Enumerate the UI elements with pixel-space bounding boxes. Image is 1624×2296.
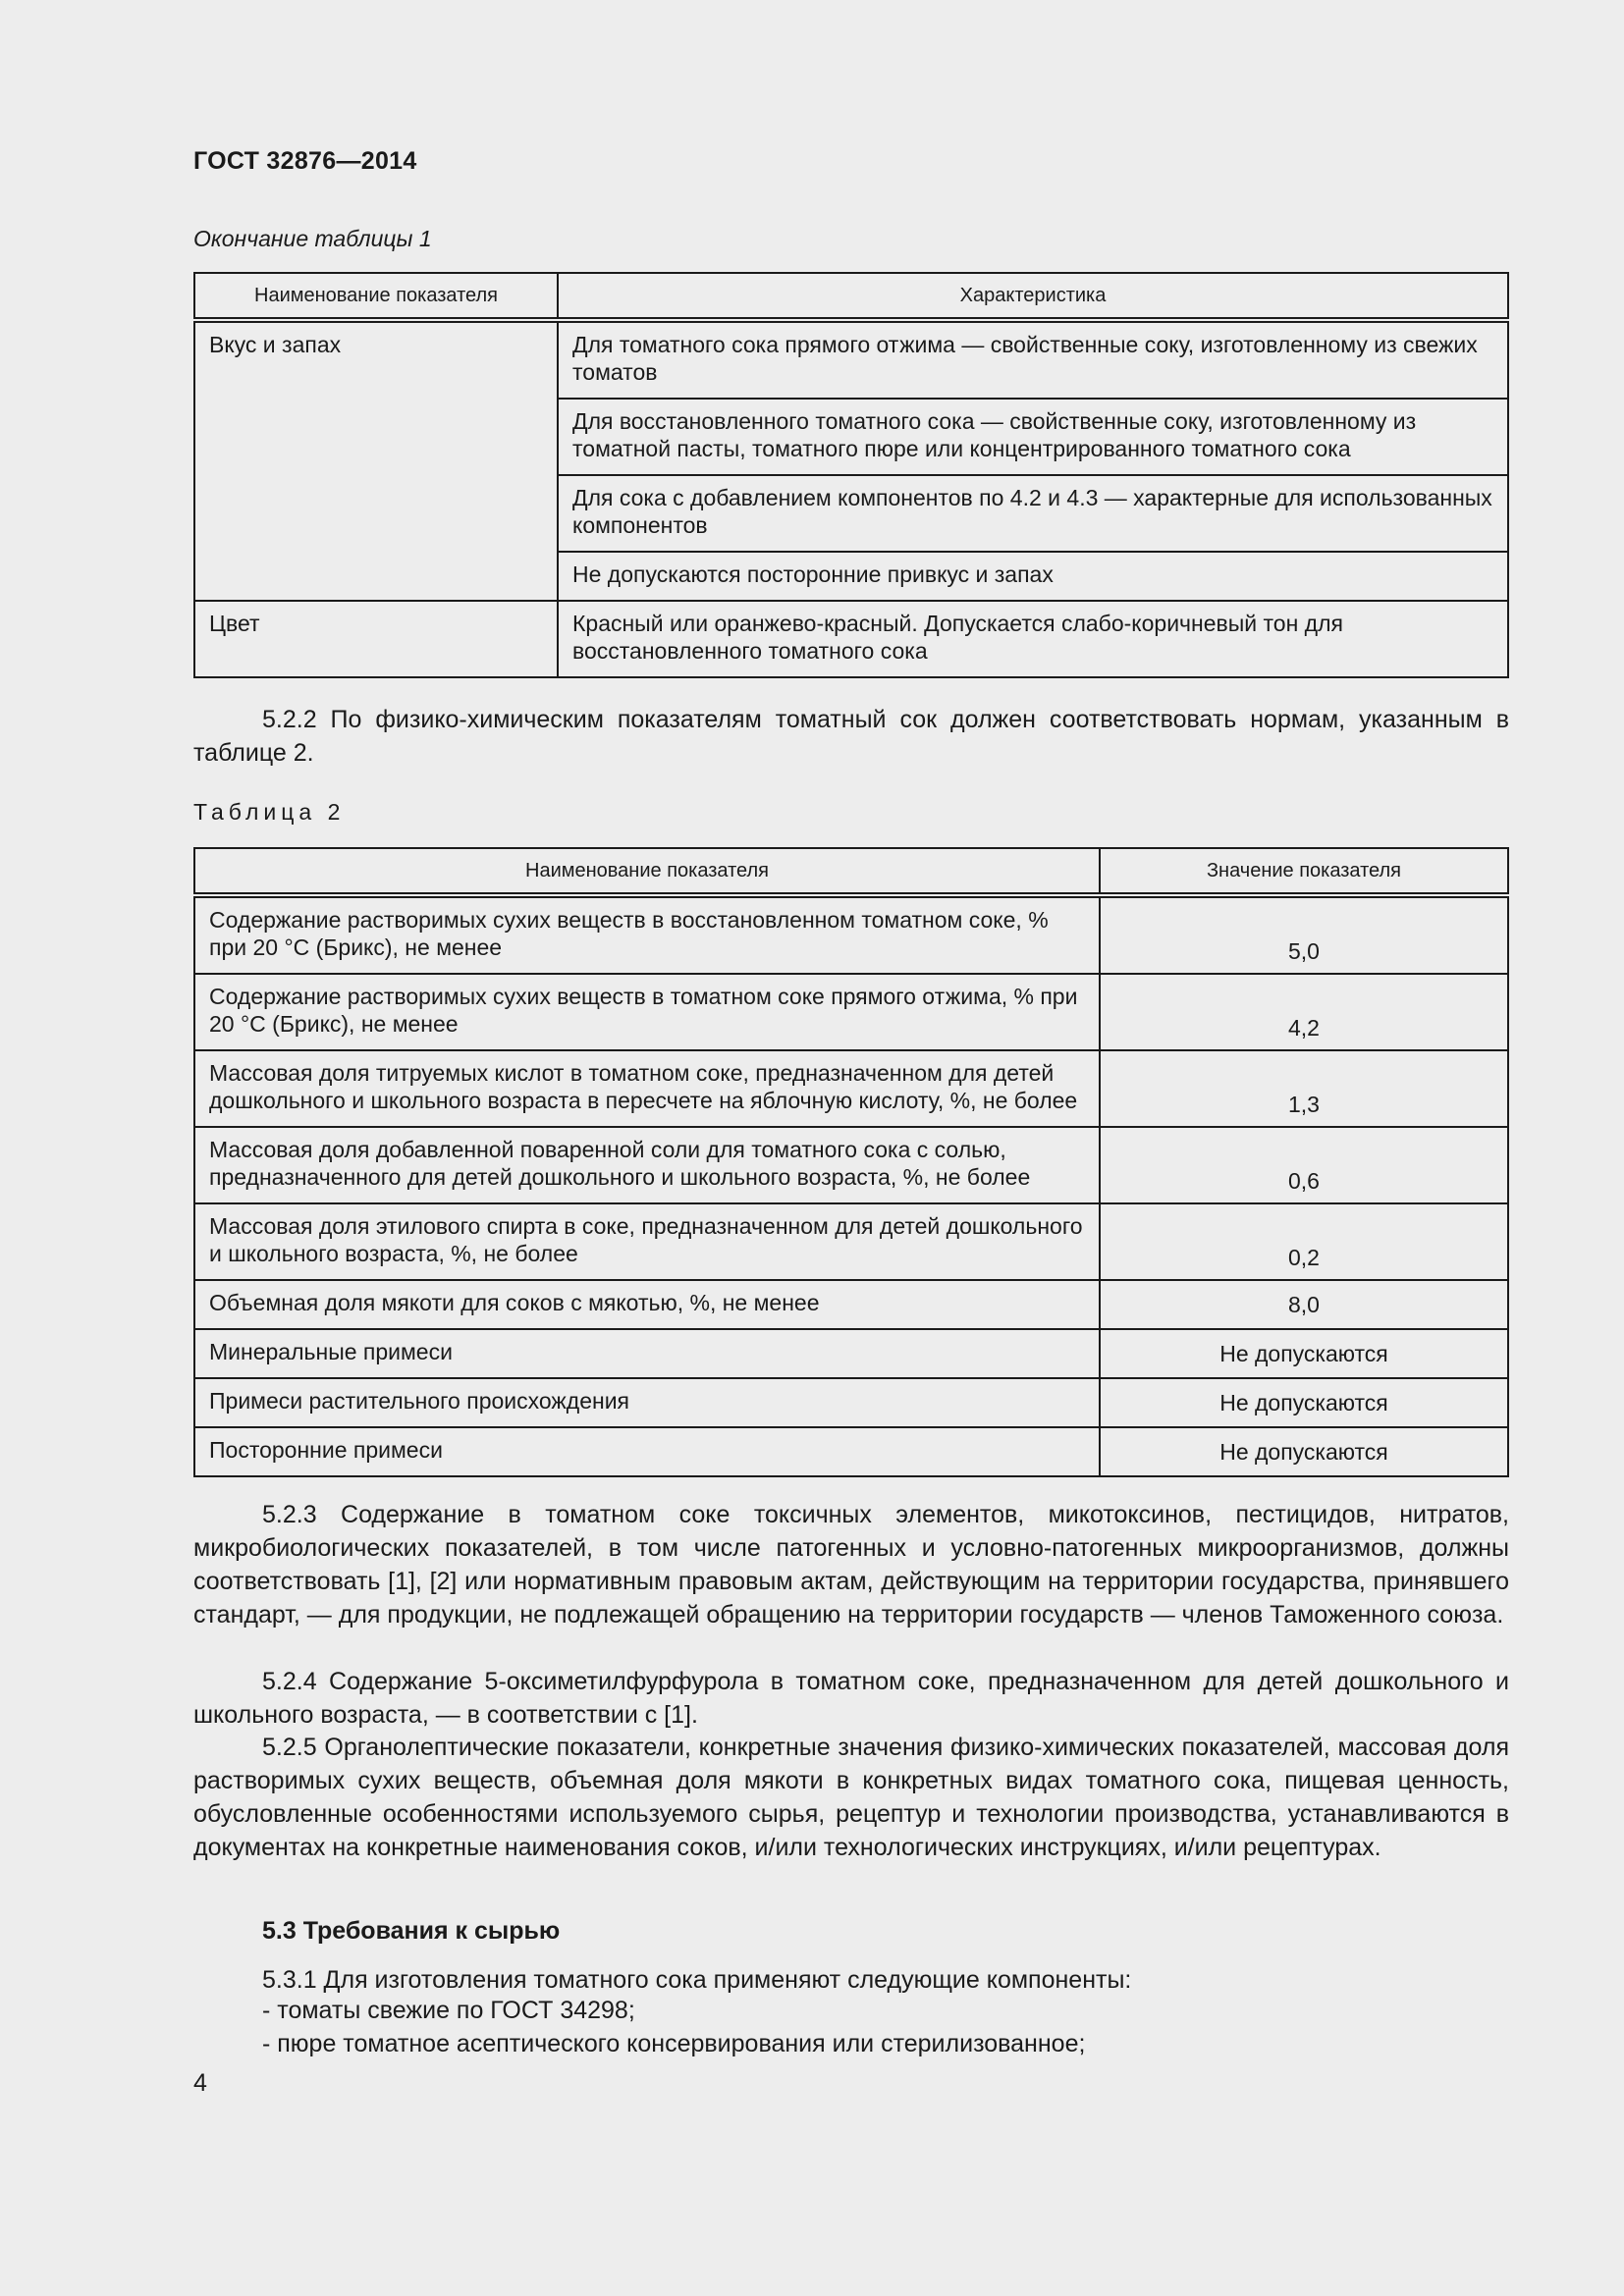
document-title: ГОСТ 32876—2014: [193, 147, 417, 175]
table-1: [193, 272, 1509, 678]
table-row: [194, 1127, 1508, 1203]
table2-cell-value: Не допускаются: [1100, 1378, 1508, 1427]
table-2: [193, 847, 1509, 1477]
table2-header-value: Значение показателя: [1100, 848, 1508, 895]
table1-caption: Окончание таблицы 1: [193, 226, 432, 251]
table1-cell-name: Цвет: [194, 601, 558, 677]
table2-cell-name: Минеральные примеси: [194, 1329, 1100, 1378]
list-item: - пюре томатное асептического консервирования или стерилизованное;: [262, 2030, 1086, 2057]
table2-label: Таблица 2: [193, 799, 346, 825]
table1-cell-value: Для томатного сока прямого отжима — свойственные соку, изготовленному из свежих томатов: [558, 320, 1508, 399]
table-row: [194, 1378, 1508, 1427]
table1-cell-value: Для восстановленного томатного сока — свойственные соку, изготовленному из томатной пасты, томатного пюре или концентрированного томатного сока: [558, 399, 1508, 475]
table2-cell-name: Примеси растительного происхождения: [194, 1378, 1100, 1427]
table-row: [194, 601, 1508, 677]
paragraph-5-3-1: 5.3.1 Для изготовления томатного сока применяют следующие компоненты:: [262, 1966, 1132, 1994]
table2-cell-name: Массовая доля этилового спирта в соке, предназначенном для детей дошкольного и школьного возраста, %, не более: [194, 1203, 1100, 1280]
table2-cell-value: Не допускаются: [1100, 1427, 1508, 1476]
table1-header-name: Наименование показателя: [194, 273, 558, 320]
table2-cell-value: 0,6: [1100, 1127, 1508, 1203]
section-heading-5-3: 5.3 Требования к сырью: [262, 1917, 561, 1945]
table-row: [194, 1329, 1508, 1378]
table2-cell-value: 0,2: [1100, 1203, 1508, 1280]
table1-header-characteristic: Характеристика: [558, 273, 1508, 320]
table2-cell-name: Содержание растворимых сухих веществ в восстановленном томатном соке, % при 20 °С (Брикс), не менее: [194, 895, 1100, 974]
table-row: [194, 974, 1508, 1050]
list-item: - томаты свежие по ГОСТ 34298;: [262, 1997, 635, 2024]
table1-cell-value: Для сока с добавлением компонентов по 4.2 и 4.3 — характерные для использованных компонентов: [558, 475, 1508, 552]
table2-cell-name: Массовая доля добавленной поваренной соли для томатного сока с солью, предназначенного для детей дошкольного и школьного возраста, %, не более: [194, 1127, 1100, 1203]
table-row: [194, 1203, 1508, 1280]
table2-cell-value: 8,0: [1100, 1280, 1508, 1329]
table1-cell-value: Не допускаются посторонние привкус и запах: [558, 552, 1508, 601]
paragraph-5-2-4: 5.2.4 Содержание 5-оксиметилфурфурола в томатном соке, предназначенном для детей дошкольного и школьного возраста, — в соответствии с [1].: [193, 1668, 1509, 1729]
page-number: 4: [193, 2069, 207, 2097]
table2-cell-name: Посторонние примеси: [194, 1427, 1100, 1476]
paragraph-5-2-3: 5.2.3 Содержание в томатном соке токсичных элементов, микотоксинов, пестицидов, нитратов, микробиологических показателей, в том числе патогенных и условно-патогенных микроорганизмов, должны соответствовать [1], [2] или нормативным правовым актам, действующим на территории государства, принявшего стандарт, — для продукции, не подлежащей обращению на территории государств — членов Таможенного союза.: [193, 1501, 1509, 1629]
table2-cell-name: Содержание растворимых сухих веществ в томатном соке прямого отжима, % при 20 °С (Брикс), не менее: [194, 974, 1100, 1050]
table1-cell-name: Вкус и запах: [194, 320, 558, 601]
table2-cell-value: 1,3: [1100, 1050, 1508, 1127]
table2-cell-name: Массовая доля титруемых кислот в томатном соке, предназначенном для детей дошкольного и школьного возраста в пересчете на яблочную кислоту, %, не более: [194, 1050, 1100, 1127]
table2-header-name: Наименование показателя: [194, 848, 1100, 895]
table1-cell-value: Красный или оранжево-красный. Допускается слабо-коричневый тон для восстановленного томатного сока: [558, 601, 1508, 677]
paragraph-5-2-2: 5.2.2 По физико-химическим показателям томатный сок должен соответствовать нормам, указанным в таблице 2.: [193, 706, 1509, 767]
table2-cell-value: Не допускаются: [1100, 1329, 1508, 1378]
table-row: [194, 1280, 1508, 1329]
table-row: [194, 895, 1508, 974]
paragraph-5-2-5: 5.2.5 Органолептические показатели, конкретные значения физико-химических показателей, массовая доля растворимых сухих веществ, объемная доля мякоти в конкретных видах томатного сока, пищевая ценность, обусловленные особенностями используемого сырья, рецептур и технологии производства, устанавливаются в документах на конкретные наименования соков, и/или технологических инструкциях, и/или рецептурах.: [193, 1734, 1509, 1861]
table-row: [194, 1050, 1508, 1127]
table-row: [194, 1427, 1508, 1476]
table-row: [194, 320, 1508, 399]
table2-cell-value: 5,0: [1100, 895, 1508, 974]
table2-cell-value: 4,2: [1100, 974, 1508, 1050]
table2-cell-name: Объемная доля мякоти для соков с мякотью, %, не менее: [194, 1280, 1100, 1329]
